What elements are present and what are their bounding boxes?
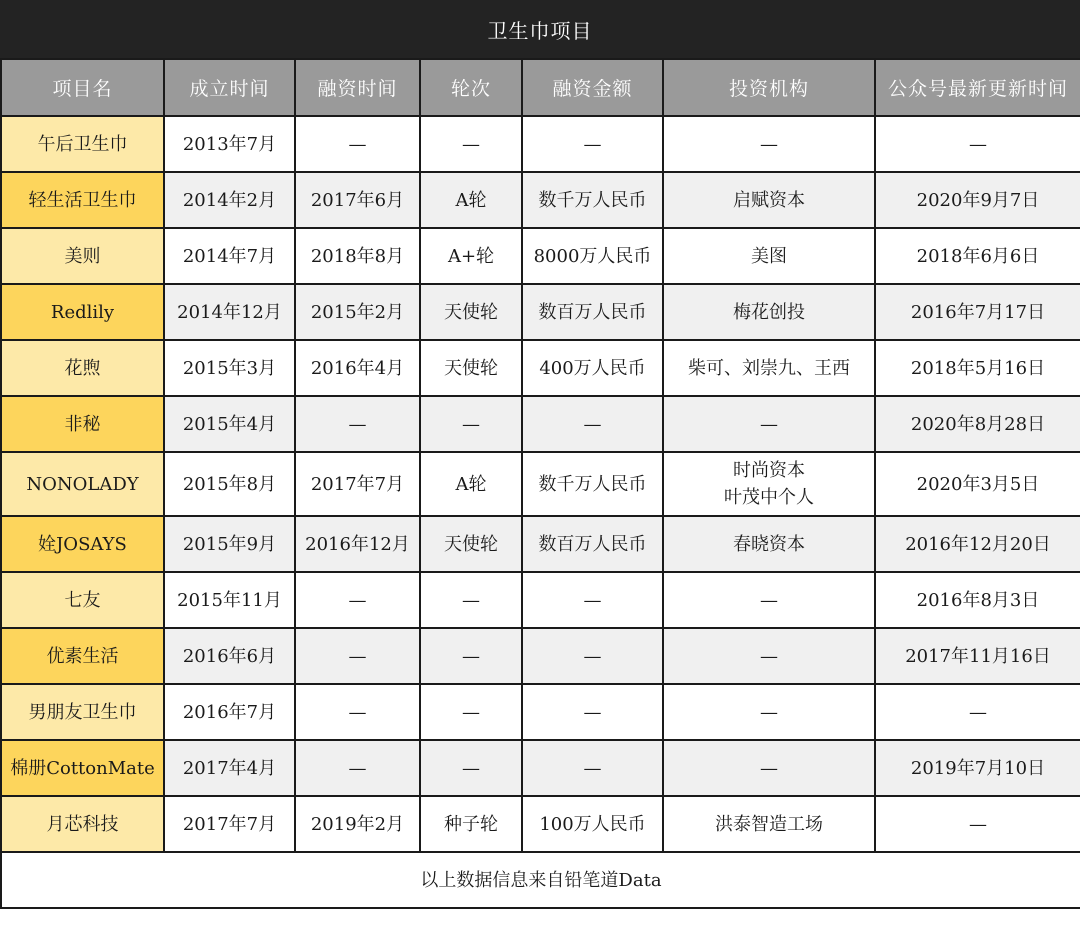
- cell-amount: 400万人民币: [522, 340, 663, 396]
- cell-investors: —: [663, 396, 875, 452]
- table-row: [1, 796, 1080, 852]
- cell-investors: —: [663, 740, 875, 796]
- cell-project-name: 优素生活: [1, 628, 164, 684]
- cell-last-update: 2020年8月28日: [875, 396, 1080, 452]
- header-project-name: 项目名: [1, 59, 164, 116]
- cell-amount: —: [522, 740, 663, 796]
- cell-funding-date: 2019年2月: [295, 796, 420, 852]
- table-row: [1, 172, 1080, 228]
- cell-amount: 数百万人民币: [522, 284, 663, 340]
- cell-amount: 100万人民币: [522, 796, 663, 852]
- table-row: [1, 452, 1080, 516]
- cell-round: —: [420, 628, 522, 684]
- table-row: [1, 572, 1080, 628]
- cell-last-update: 2018年6月6日: [875, 228, 1080, 284]
- cell-funding-date: 2017年6月: [295, 172, 420, 228]
- cell-round: 种子轮: [420, 796, 522, 852]
- cell-last-update: 2020年3月5日: [875, 452, 1080, 516]
- table-row: [1, 116, 1080, 172]
- cell-founded: 2017年7月: [164, 796, 295, 852]
- cell-last-update: 2018年5月16日: [875, 340, 1080, 396]
- cell-round: A+轮: [420, 228, 522, 284]
- cell-round: —: [420, 572, 522, 628]
- cell-founded: 2016年7月: [164, 684, 295, 740]
- cell-last-update: 2020年9月7日: [875, 172, 1080, 228]
- cell-founded: 2014年7月: [164, 228, 295, 284]
- cell-founded: 2015年9月: [164, 516, 295, 572]
- cell-last-update: —: [875, 796, 1080, 852]
- cell-founded: 2015年3月: [164, 340, 295, 396]
- cell-round: 天使轮: [420, 284, 522, 340]
- cell-project-name: 月芯科技: [1, 796, 164, 852]
- cell-funding-date: —: [295, 572, 420, 628]
- source-note: 以上数据信息来自铅笔道Data: [1, 852, 1080, 908]
- cell-round: A轮: [420, 452, 522, 516]
- cell-investors: 启赋资本: [663, 172, 875, 228]
- cell-last-update: 2016年7月17日: [875, 284, 1080, 340]
- table-row: [1, 516, 1080, 572]
- cell-round: A轮: [420, 172, 522, 228]
- cell-last-update: 2017年11月16日: [875, 628, 1080, 684]
- table-row: [1, 396, 1080, 452]
- cell-funding-date: —: [295, 628, 420, 684]
- cell-investors: 洪泰智造工场: [663, 796, 875, 852]
- cell-founded: 2015年8月: [164, 452, 295, 516]
- cell-funding-date: 2016年4月: [295, 340, 420, 396]
- cell-founded: 2014年2月: [164, 172, 295, 228]
- cell-amount: —: [522, 628, 663, 684]
- footer-row: [1, 852, 1080, 908]
- header-funding-date: 融资时间: [295, 59, 420, 116]
- cell-round: 天使轮: [420, 340, 522, 396]
- cell-project-name: Redlily: [1, 284, 164, 340]
- header-founded: 成立时间: [164, 59, 295, 116]
- cell-amount: 8000万人民币: [522, 228, 663, 284]
- cell-last-update: —: [875, 684, 1080, 740]
- table-row: [1, 628, 1080, 684]
- cell-round: 天使轮: [420, 516, 522, 572]
- cell-amount: —: [522, 684, 663, 740]
- cell-project-name: 午后卫生巾: [1, 116, 164, 172]
- cell-founded: 2015年4月: [164, 396, 295, 452]
- cell-round: —: [420, 684, 522, 740]
- cell-amount: —: [522, 396, 663, 452]
- table-row: [1, 684, 1080, 740]
- cell-investors: 美图: [663, 228, 875, 284]
- cell-funding-date: 2015年2月: [295, 284, 420, 340]
- cell-founded: 2016年6月: [164, 628, 295, 684]
- cell-funding-date: —: [295, 740, 420, 796]
- cell-founded: 2017年4月: [164, 740, 295, 796]
- cell-project-name: 美则: [1, 228, 164, 284]
- cell-funding-date: —: [295, 116, 420, 172]
- investor-line-2: 叶茂中个人: [724, 487, 814, 508]
- cell-project-name: 男朋友卫生巾: [1, 684, 164, 740]
- cell-project-name: 非秘: [1, 396, 164, 452]
- cell-investors: [663, 452, 875, 516]
- table-row: [1, 228, 1080, 284]
- cell-amount: 数百万人民币: [522, 516, 663, 572]
- cell-founded: 2015年11月: [164, 572, 295, 628]
- table-row: [1, 740, 1080, 796]
- cell-round: —: [420, 116, 522, 172]
- cell-funding-date: 2017年7月: [295, 452, 420, 516]
- cell-investors: 梅花创投: [663, 284, 875, 340]
- cell-investors: —: [663, 116, 875, 172]
- cell-founded: 2014年12月: [164, 284, 295, 340]
- header-last-update: 公众号最新更新时间: [875, 59, 1080, 116]
- cell-round: —: [420, 740, 522, 796]
- cell-project-name: 姾JOSAYS: [1, 516, 164, 572]
- cell-project-name: 七友: [1, 572, 164, 628]
- cell-last-update: —: [875, 116, 1080, 172]
- cell-amount: 数千万人民币: [522, 172, 663, 228]
- table-title-text: 卫生巾项目: [487, 18, 593, 43]
- header-amount: 融资金额: [522, 59, 663, 116]
- table-row: [1, 340, 1080, 396]
- cell-investors: —: [663, 572, 875, 628]
- cell-last-update: 2016年8月3日: [875, 572, 1080, 628]
- cell-funding-date: —: [295, 396, 420, 452]
- cell-project-name: NONOLADY: [1, 452, 164, 516]
- header-investors: 投资机构: [663, 59, 875, 116]
- cell-funding-date: 2018年8月: [295, 228, 420, 284]
- cell-founded: 2013年7月: [164, 116, 295, 172]
- cell-funding-date: —: [295, 684, 420, 740]
- cell-last-update: 2016年12月20日: [875, 516, 1080, 572]
- cell-round: —: [420, 396, 522, 452]
- cell-funding-date: 2016年12月: [295, 516, 420, 572]
- cell-amount: 数千万人民币: [522, 452, 663, 516]
- cell-investors: —: [663, 628, 875, 684]
- header-row: [1, 59, 1080, 116]
- cell-amount: —: [522, 572, 663, 628]
- table-title: [0, 0, 1080, 58]
- cell-project-name: 轻生活卫生巾: [1, 172, 164, 228]
- table-row: [1, 284, 1080, 340]
- cell-investors: —: [663, 684, 875, 740]
- cell-amount: —: [522, 116, 663, 172]
- investor-line-1: 时尚资本: [733, 460, 805, 481]
- header-round: 轮次: [420, 59, 522, 116]
- cell-last-update: 2019年7月10日: [875, 740, 1080, 796]
- cell-project-name: 花煦: [1, 340, 164, 396]
- cell-investors: 柴可、刘崇九、王西: [663, 340, 875, 396]
- cell-project-name: 棉册CottonMate: [1, 740, 164, 796]
- cell-investors: 春晓资本: [663, 516, 875, 572]
- projects-table: [0, 58, 1080, 909]
